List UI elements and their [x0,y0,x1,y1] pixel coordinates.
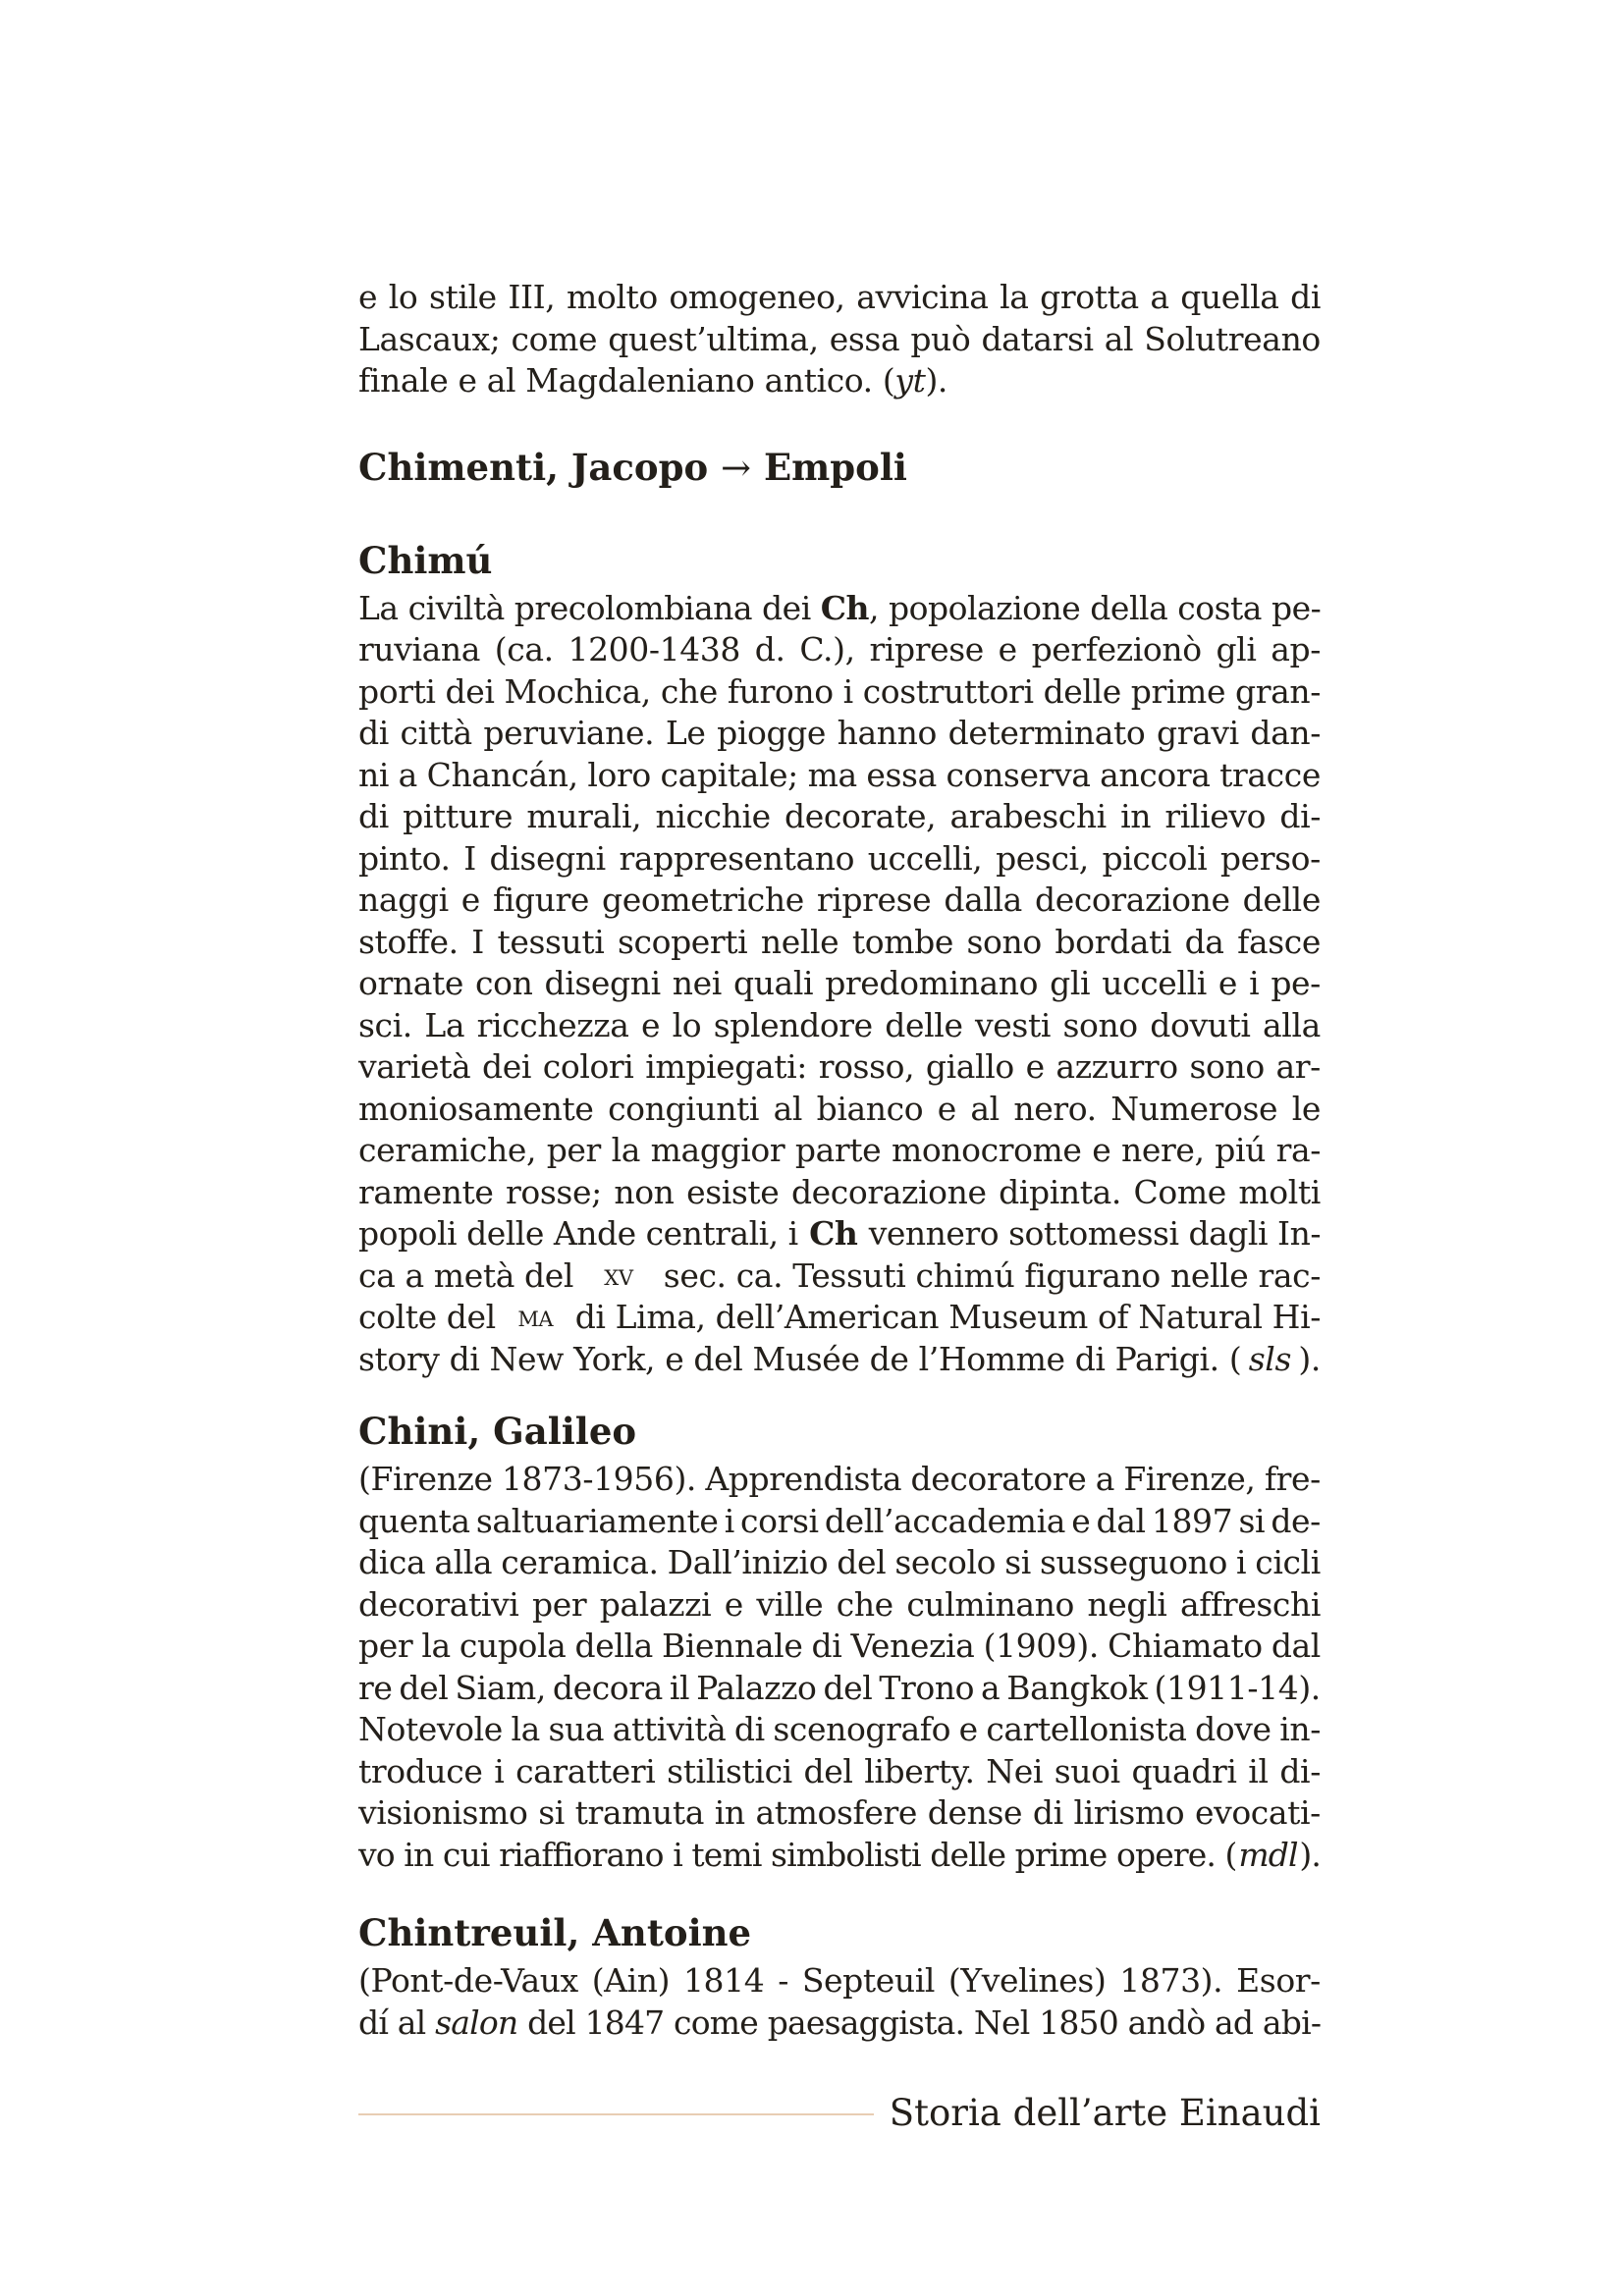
author-initials: sls [1248,1339,1291,1378]
text-line: ramente rosse; non esiste decorazione dipinta. Come molti [358,1172,1321,1211]
text-line: ceramiche, per la maggior parte monocrome e nere, piú ra- [358,1131,1321,1169]
crossref-entry [358,440,1321,496]
text-line: ornate con disegni nei quali predominano gli uccelli e i pe- [358,964,1321,1002]
text-line: di città peruviane. Le piogge hanno determinato gravi dan- [358,714,1321,752]
text-line: di pitture murali, nicchie decorate, arabeschi in rilievo di- [358,797,1321,835]
text-line: pinto. I disegni rappresentano uccelli, pesci, piccoli perso- [358,838,1321,878]
text-line: porti dei Mochica, che furono i costruttori delle prime gran- [358,671,1321,711]
text-line: sci. La ricchezza e lo splendore delle vesti sono dovuti alla [358,1005,1321,1044]
entry-headword: Chini, Galileo [358,1410,637,1453]
text-line: visionismo si tramuta in atmosfere dense di lirismo evocati- [358,1793,1321,1832]
entry-continuation [358,277,1321,402]
text-line: story di New York, e del Musée de l’Homme di Parigi. ( sls ). [358,1339,1321,1381]
text-line: (Pont-de-Vaux (Ain) 1814 - Septeuil (Yvelines) 1873). Esor- [358,1961,1321,2000]
text-line: quenta saltuariamente i corsi dell’accademia e dal 1897 si de- [358,1501,1321,1540]
text-line: stoffe. I tessuti scoperti nelle tombe sono bordati da fasce [358,922,1321,961]
arrow-icon: → [721,446,752,489]
text-line: naggi e figure geometriche riprese dalla decorazione delle [358,881,1321,919]
entry-chimu [358,533,1321,1381]
text-line: (Firenze 1873-1956). Apprendista decoratore a Firenze, fre- [358,1460,1321,1498]
text-line: colte del ma di Lima, dell’American Museum of Natural Hi- [358,1298,1321,1336]
footer-title: Storia dell’arte Einaudi [889,2092,1321,2134]
entry-chintreuil [358,1905,1321,2044]
text-line: Notevole la sua attività di scenografo e cartellonista dove in- [358,1710,1321,1748]
footer-rule [358,2113,874,2115]
text-line: popoli delle Ande centrali, i Ch vennero sottomessi dagli In- [358,1214,1321,1253]
text-line: finale e al Magdaleniano antico. ( yt ). [358,360,1321,402]
text-line: vo in cui riaffiorano i temi simbolisti delle prime opere. ( mdl ). [358,1835,1321,1877]
crossref-target[interactable]: Empoli [763,445,907,489]
entry-headword: Chimenti, Jacopo [358,445,709,489]
text-line: moniosamente congiunti al bianco e al nero. Numerose le [358,1089,1321,1128]
text-line: dí al salon del 1847 come paesaggista. Nel 1850 andò ad abi- [358,2002,1322,2042]
text-line: ca a metà del xv sec. ca. Tessuti chimú figurano nelle rac- [358,1255,1321,1295]
entry-headword: Chintreuil, Antoine [358,1911,752,1954]
text-line: re del Siam, decora il Palazzo del Trono a Bangkok (1911-14). [358,1668,1321,1707]
entry-headword: Chimú [358,538,493,582]
text-line: e lo stile III, molto omogeneo, avvicina la grotta a quella di [358,278,1321,316]
text-line: per la cupola della Biennale di Venezia (1909). Chiamato dal [358,1627,1321,1665]
text-line: ni a Chancán, loro capitale; ma essa conserva ancora tracce [358,755,1321,794]
text-line: La civiltà precolombiana dei Ch , popolazione della costa pe- [358,588,1322,627]
entry-chini [358,1404,1321,1876]
page-body [358,277,1321,2044]
text-line: ruviana (ca. 1200-1438 d. C.), riprese e perfezionò gli ap- [358,630,1321,668]
text-line: decorativi per palazzi e ville che culminano negli affreschi [358,1584,1321,1624]
author-initials: yt [894,361,926,400]
text-line: Lascaux; come quest’ultima, essa può datarsi al Solutreano [358,319,1321,358]
author-initials: mdl [1238,1835,1298,1874]
text-line: troduce i caratteri stilistici del liberty. Nei suoi quadri il di- [358,1751,1321,1790]
text-line: varietà dei colori impiegati: rosso, giallo e azzurro sono ar- [358,1047,1321,1086]
text-line: dica alla ceramica. Dall’inizio del secolo si susseguono i cicli [358,1543,1321,1581]
page-footer [358,2084,1321,2143]
